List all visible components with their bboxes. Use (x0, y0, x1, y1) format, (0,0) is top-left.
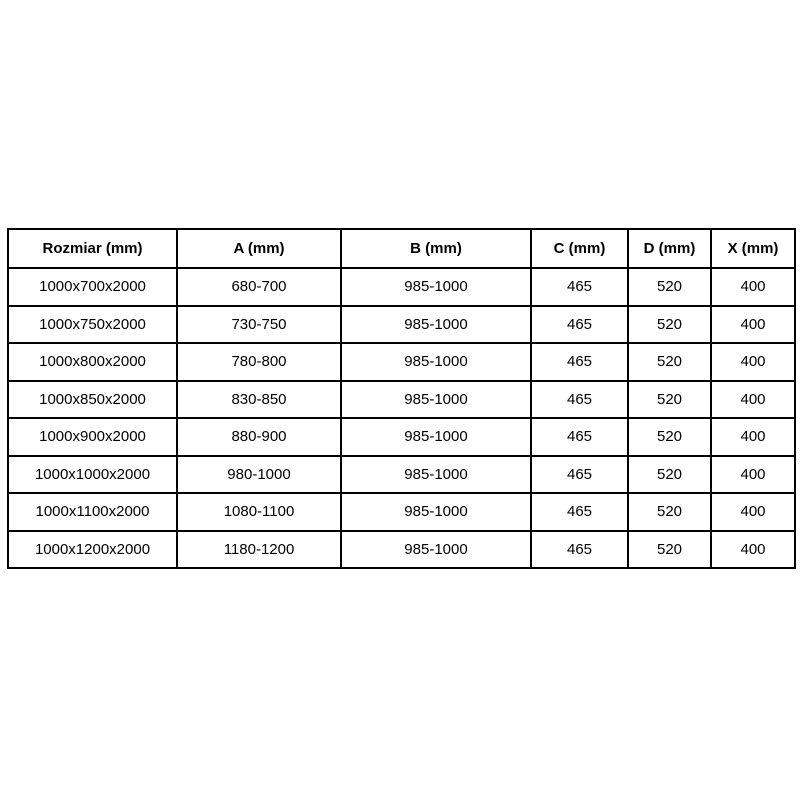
cell-x: 400 (711, 343, 795, 381)
cell-a: 830-850 (177, 381, 341, 419)
cell-a: 680-700 (177, 268, 341, 306)
cell-d: 520 (628, 456, 711, 494)
cell-a: 1180-1200 (177, 531, 341, 569)
cell-a: 780-800 (177, 343, 341, 381)
cell-b: 985-1000 (341, 531, 531, 569)
cell-d: 520 (628, 418, 711, 456)
cell-x: 400 (711, 306, 795, 344)
cell-x: 400 (711, 456, 795, 494)
table-header-row (8, 229, 795, 268)
cell-rozmiar: 1000x850x2000 (8, 381, 177, 419)
column-header-d: D (mm) (628, 229, 711, 268)
column-header-b: B (mm) (341, 229, 531, 268)
cell-x: 400 (711, 381, 795, 419)
table-row (8, 343, 795, 381)
cell-c: 465 (531, 343, 628, 381)
table-row (8, 493, 795, 531)
table-row (8, 381, 795, 419)
cell-rozmiar: 1000x1200x2000 (8, 531, 177, 569)
column-header-rozmiar: Rozmiar (mm) (8, 229, 177, 268)
cell-a: 730-750 (177, 306, 341, 344)
cell-a: 880-900 (177, 418, 341, 456)
cell-c: 465 (531, 306, 628, 344)
cell-b: 985-1000 (341, 343, 531, 381)
table-row (8, 268, 795, 306)
cell-x: 400 (711, 418, 795, 456)
cell-b: 985-1000 (341, 381, 531, 419)
cell-a: 980-1000 (177, 456, 341, 494)
cell-a: 1080-1100 (177, 493, 341, 531)
column-header-a: A (mm) (177, 229, 341, 268)
column-header-x: X (mm) (711, 229, 795, 268)
cell-rozmiar: 1000x750x2000 (8, 306, 177, 344)
cell-d: 520 (628, 343, 711, 381)
cell-rozmiar: 1000x1000x2000 (8, 456, 177, 494)
cell-rozmiar: 1000x1100x2000 (8, 493, 177, 531)
cell-d: 520 (628, 531, 711, 569)
cell-x: 400 (711, 268, 795, 306)
dimension-spec-table (7, 228, 796, 569)
cell-d: 520 (628, 306, 711, 344)
cell-b: 985-1000 (341, 493, 531, 531)
cell-d: 520 (628, 381, 711, 419)
cell-b: 985-1000 (341, 306, 531, 344)
cell-b: 985-1000 (341, 456, 531, 494)
table-row (8, 531, 795, 569)
cell-c: 465 (531, 493, 628, 531)
cell-b: 985-1000 (341, 418, 531, 456)
cell-c: 465 (531, 381, 628, 419)
cell-d: 520 (628, 493, 711, 531)
cell-d: 520 (628, 268, 711, 306)
cell-c: 465 (531, 418, 628, 456)
cell-rozmiar: 1000x700x2000 (8, 268, 177, 306)
cell-rozmiar: 1000x800x2000 (8, 343, 177, 381)
cell-x: 400 (711, 493, 795, 531)
table-row (8, 456, 795, 494)
column-header-c: C (mm) (531, 229, 628, 268)
cell-x: 400 (711, 531, 795, 569)
cell-rozmiar: 1000x900x2000 (8, 418, 177, 456)
cell-c: 465 (531, 531, 628, 569)
cell-c: 465 (531, 268, 628, 306)
cell-c: 465 (531, 456, 628, 494)
table-row (8, 306, 795, 344)
table-row (8, 418, 795, 456)
cell-b: 985-1000 (341, 268, 531, 306)
